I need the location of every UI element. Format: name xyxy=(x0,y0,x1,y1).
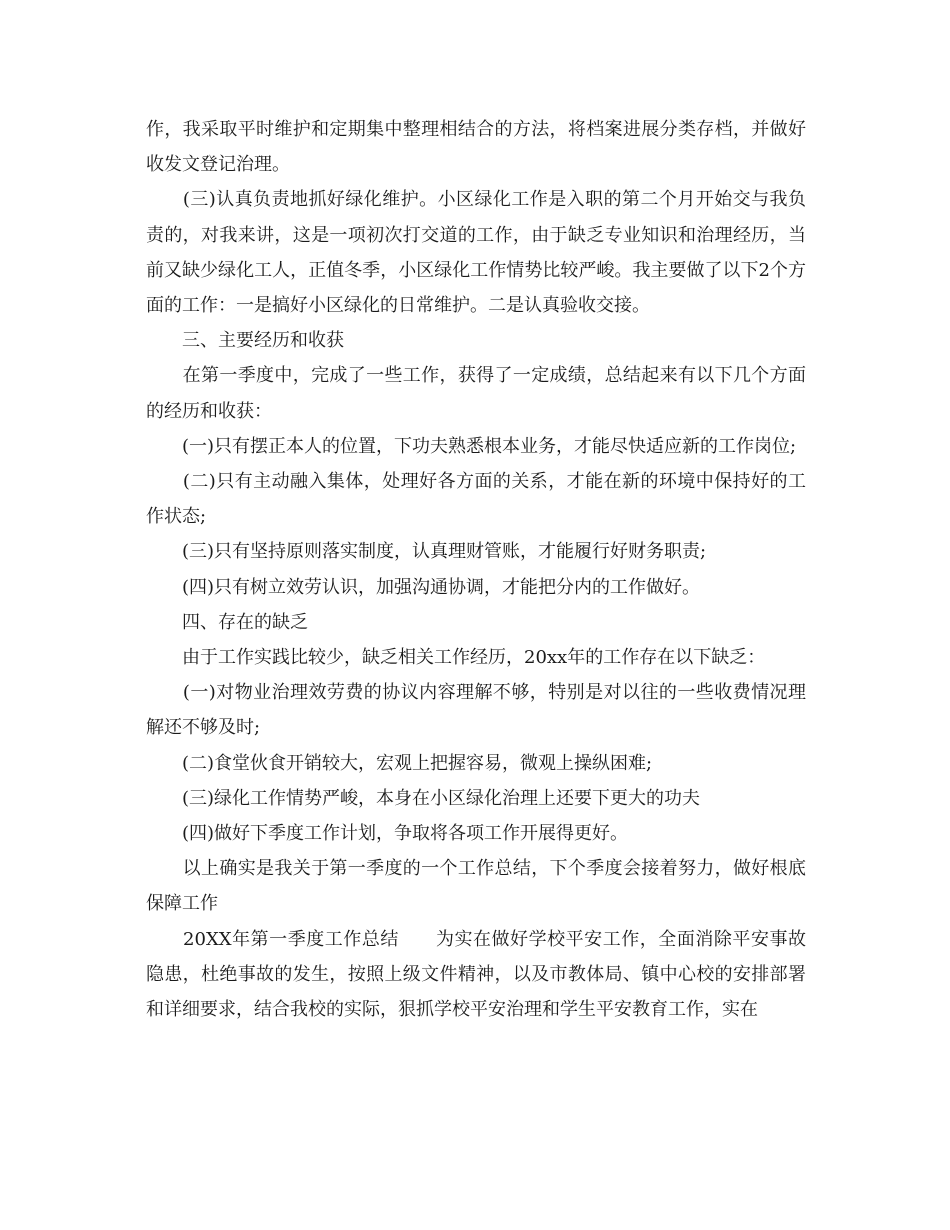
section-heading-experience: 三、主要经历和收获 xyxy=(146,330,344,352)
list-item-experience-1: (一)只有摆正本人的位置，下功夫熟悉根本业务，才能尽快适应新的工作岗位; xyxy=(146,435,797,457)
list-item-shortcoming-3: (三)绿化工作情势严峻，本身在小区绿化治理上还要下更大的功夫 xyxy=(146,787,701,809)
paragraph-greening-maintenance: (三)认真负责地抓好绿化维护。小区绿化工作是入职的第二个月开始交与我负责的，对我来讲，这是一项初次打交道的工作，由于缺乏专业知识和治理经历，当前又缺少绿化工人，正值冬季，小区绿化工作情势比较严峻。我主要做了以下2个方面的工作：一是搞好小区绿化的日常维护。二是认真验收交接。 xyxy=(146,189,806,317)
paragraph-shortcomings-intro: 由于工作实践比较少，缺乏相关工作经历，20xx年的工作存在以下缺乏： xyxy=(146,647,766,669)
paragraph-conclusion: 以上确实是我关于第一季度的一个工作总结，下个季度会接着努力，做好根底保障工作 xyxy=(146,858,806,915)
list-item-experience-2: (二)只有主动融入集体，处理好各方面的关系，才能在新的环境中保持好的工作状态; xyxy=(146,471,806,528)
list-item-experience-3: (三)只有坚持原则落实制度，认真理财管账，才能履行好财务职责; xyxy=(146,541,707,563)
paragraph-school-safety: 20XX年第一季度工作总结 为实在做好学校平安工作，全面消除平安事故隐患，杜绝事故的发生，按照上级文件精神，以及市教体局、镇中心校的安排部署和详细要求，结合我校的实际，狠抓学校平安治理和学生平安教育工作，实在 xyxy=(146,928,806,1021)
list-item-experience-4: (四)只有树立效劳认识，加强沟通协调，才能把分内的工作做好。 xyxy=(146,576,701,598)
section-heading-shortcomings: 四、存在的缺乏 xyxy=(146,611,308,633)
list-item-shortcoming-1: (一)对物业治理效劳费的协议内容理解不够，特别是对以往的一些收费情况理解还不够及时; xyxy=(146,682,806,739)
document-body xyxy=(146,112,806,1027)
list-item-shortcoming-4: (四)做好下季度工作计划，争取将各项工作开展得更好。 xyxy=(146,823,629,845)
paragraph-records-management: 作，我采取平时维护和定期集中整理相结合的方法，将档案进展分类存档，并做好收发文登记治理。 xyxy=(146,119,806,176)
list-item-shortcoming-2: (二)食堂伙食开销较大，宏观上把握容易，微观上操纵困难; xyxy=(146,752,653,774)
paragraph-experience-intro: 在第一季度中，完成了一些工作，获得了一定成绩，总结起来有以下几个方面的经历和收获： xyxy=(146,365,806,422)
